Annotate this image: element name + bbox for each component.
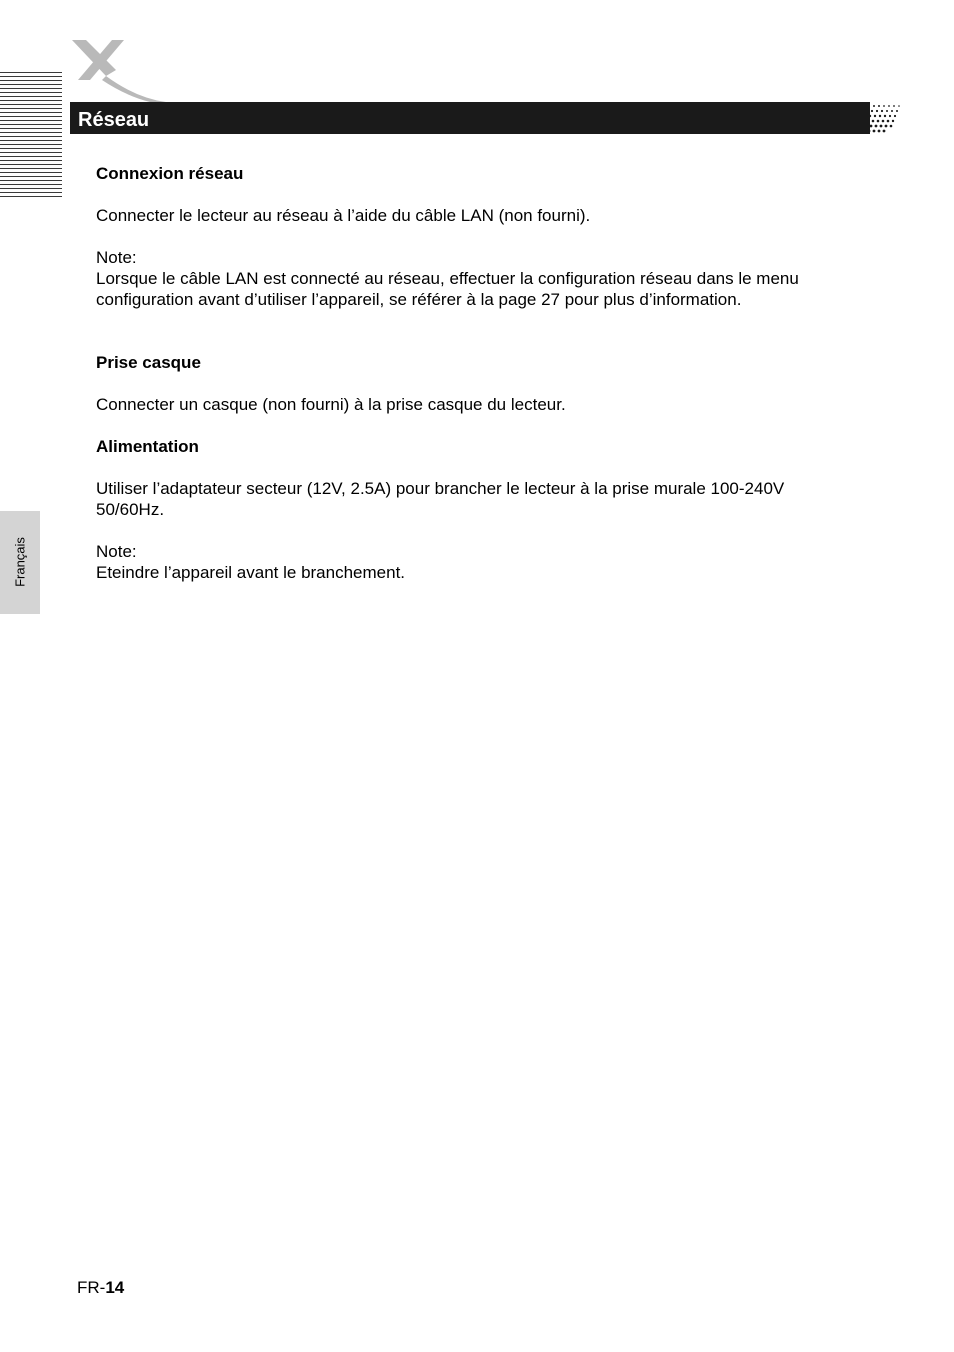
language-side-tab [0, 511, 40, 614]
network-note-line-2: configuration avant d’utiliser l’appareil, se référer à la page 27 pour plus d’information. [96, 290, 742, 309]
network-note-line-1: Lorsque le câble LAN est connecté au réseau, effectuer la configuration réseau dans le menu [96, 269, 799, 288]
section-heading-headphone: Prise casque [96, 353, 201, 372]
power-instruction-line-2: 50/60Hz. [96, 500, 165, 519]
power-note-label: Note: [96, 542, 137, 561]
section-heading-power: Alimentation [96, 437, 199, 456]
brand-x-logo-icon [66, 36, 176, 106]
page-prefix: FR- [77, 1278, 106, 1297]
section-heading-network: Connexion réseau [96, 164, 244, 183]
page-content [96, 163, 866, 583]
power-note-text: Eteindre l’appareil avant le branchement. [96, 563, 406, 582]
headphone-instruction: Connecter un casque (non fourni) à la prise casque du lecteur. [96, 395, 566, 414]
power-instruction-line-1: Utiliser l’adaptateur secteur (12V, 2.5A) pour brancher le lecteur à la prise murale 100-240V [96, 479, 785, 498]
network-note-label: Note: [96, 248, 137, 267]
page-number: 14 [105, 1278, 125, 1297]
dot-pattern-icon [860, 102, 904, 134]
page-title: Réseau [78, 109, 150, 131]
network-instruction: Connecter le lecteur au réseau à l’aide du câble LAN (non fourni). [96, 206, 591, 225]
section-header-bar [70, 102, 870, 134]
page-footer [77, 1277, 124, 1298]
language-label: Français [12, 537, 28, 587]
margin-stripes [0, 72, 62, 200]
